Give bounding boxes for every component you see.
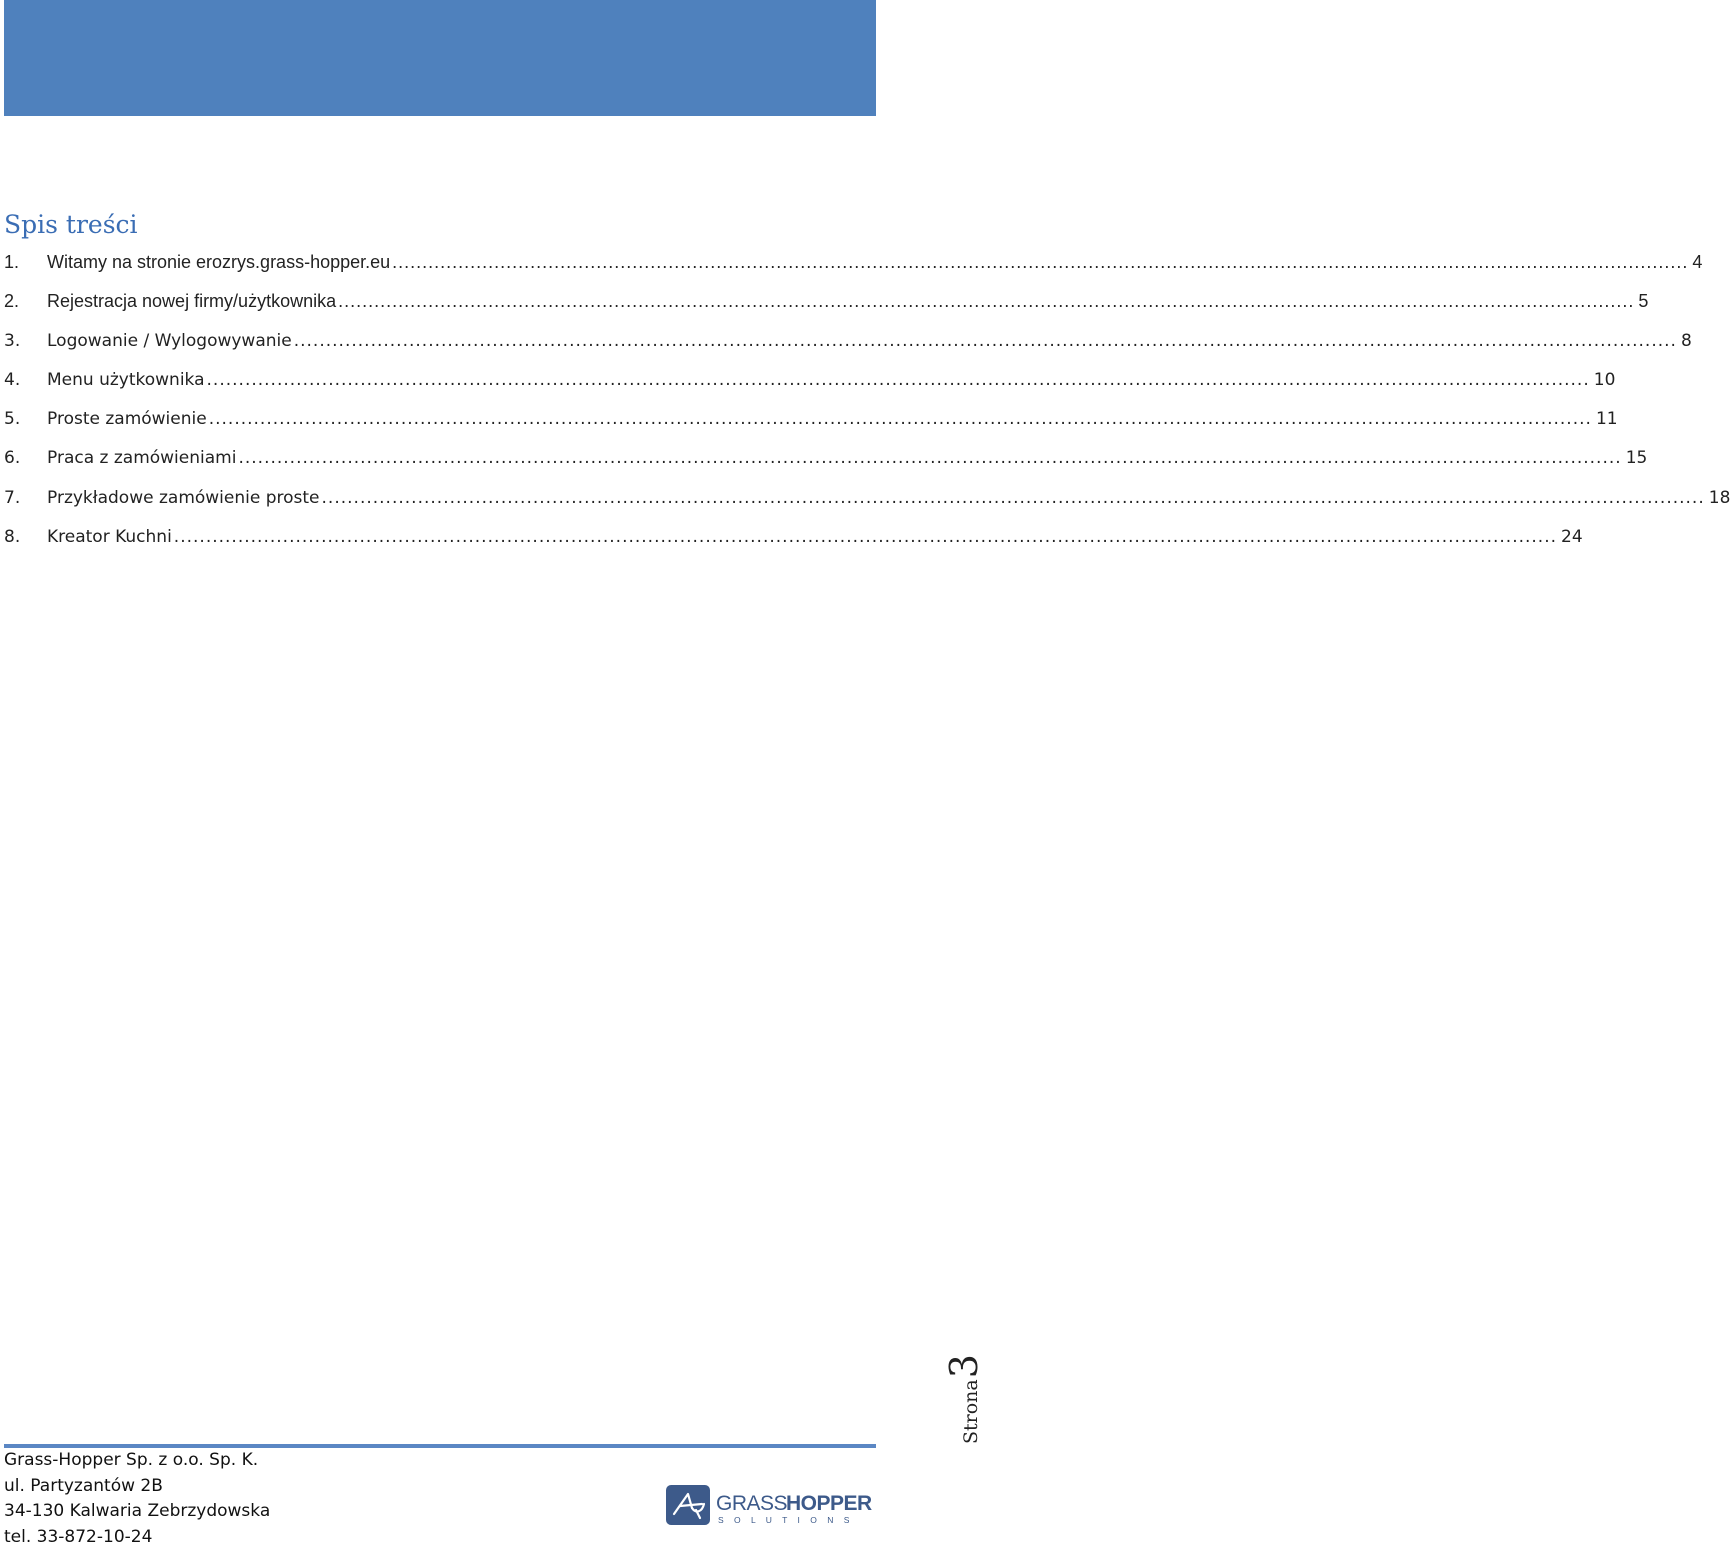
toc-entry[interactable] xyxy=(4,405,876,444)
toc-entry-page: 8 xyxy=(1681,327,1692,355)
toc-leader-dots xyxy=(392,248,1688,276)
toc-entry[interactable] xyxy=(4,366,876,405)
toc-entry[interactable] xyxy=(4,523,876,562)
address-street: ul. Partyzantów 2B xyxy=(4,1474,270,1500)
toc-entry-number: 8. xyxy=(4,523,47,551)
toc-entry[interactable] xyxy=(4,287,876,326)
toc-leader-dots xyxy=(174,523,1557,551)
toc-entry-number: 4. xyxy=(4,366,47,394)
toc-entry-number: 6. xyxy=(4,444,47,472)
toc-entry-number: 2. xyxy=(4,287,47,315)
toc-leader-dots xyxy=(294,327,1677,355)
logo-tagline: S O L U T I O N S xyxy=(718,1515,853,1525)
toc-entry-title: Praca z zamówieniami xyxy=(47,444,236,472)
toc-entry-number: 7. xyxy=(4,484,47,512)
toc-entry[interactable] xyxy=(4,248,876,287)
page-number-label xyxy=(914,1354,960,1444)
toc-entry-page: 4 xyxy=(1692,248,1702,276)
address-company-name: Grass-Hopper Sp. z o.o. Sp. K. xyxy=(4,1448,270,1474)
logo-word-bold: HOPPER xyxy=(786,1492,872,1515)
toc-entry-number: 1. xyxy=(4,248,47,276)
toc-entry[interactable] xyxy=(4,444,876,483)
grasshopper-logo xyxy=(666,1484,876,1526)
address-phone: tel. 33-872-10-24 xyxy=(4,1525,270,1550)
page-label-word: Strona xyxy=(960,1379,982,1444)
toc-entry-page: 18 xyxy=(1709,484,1730,512)
toc-entry[interactable] xyxy=(4,327,876,366)
toc-leader-dots xyxy=(338,287,1634,315)
toc-entry-page: 5 xyxy=(1638,287,1648,315)
toc-leader-dots xyxy=(322,484,1705,512)
toc-entry-page: 11 xyxy=(1596,405,1618,433)
toc-entry-title: Logowanie / Wylogowywanie xyxy=(47,327,292,355)
toc-entry-number: 5. xyxy=(4,405,47,433)
toc-leader-dots xyxy=(238,444,1621,472)
toc-entry-page: 15 xyxy=(1626,444,1648,472)
toc-leader-dots xyxy=(209,405,1592,433)
header-band xyxy=(4,0,876,116)
toc-entry-page: 24 xyxy=(1561,523,1583,551)
toc-entry-title: Przykładowe zamówienie proste xyxy=(47,484,320,512)
toc-entry-title: Kreator Kuchni xyxy=(47,523,172,551)
toc-entry-title: Menu użytkownika xyxy=(47,366,205,394)
table-of-contents xyxy=(4,248,876,562)
company-address xyxy=(4,1448,270,1550)
toc-entry-title: Proste zamówienie xyxy=(47,405,207,433)
toc-heading: Spis treści xyxy=(4,210,138,239)
logo-word-light: GRASS xyxy=(716,1492,788,1515)
page-label-number: 3 xyxy=(942,1354,986,1378)
address-city: 34-130 Kalwaria Zebrzydowska xyxy=(4,1499,270,1525)
toc-leader-dots xyxy=(207,366,1590,394)
toc-entry-number: 3. xyxy=(4,327,47,355)
toc-entry-title: Rejestracja nowej firmy/użytkownika xyxy=(47,287,336,315)
toc-entry-page: 10 xyxy=(1594,366,1616,394)
toc-entry-title: Witamy na stronie erozrys.grass-hopper.eu xyxy=(47,248,390,276)
toc-entry[interactable] xyxy=(4,484,876,523)
